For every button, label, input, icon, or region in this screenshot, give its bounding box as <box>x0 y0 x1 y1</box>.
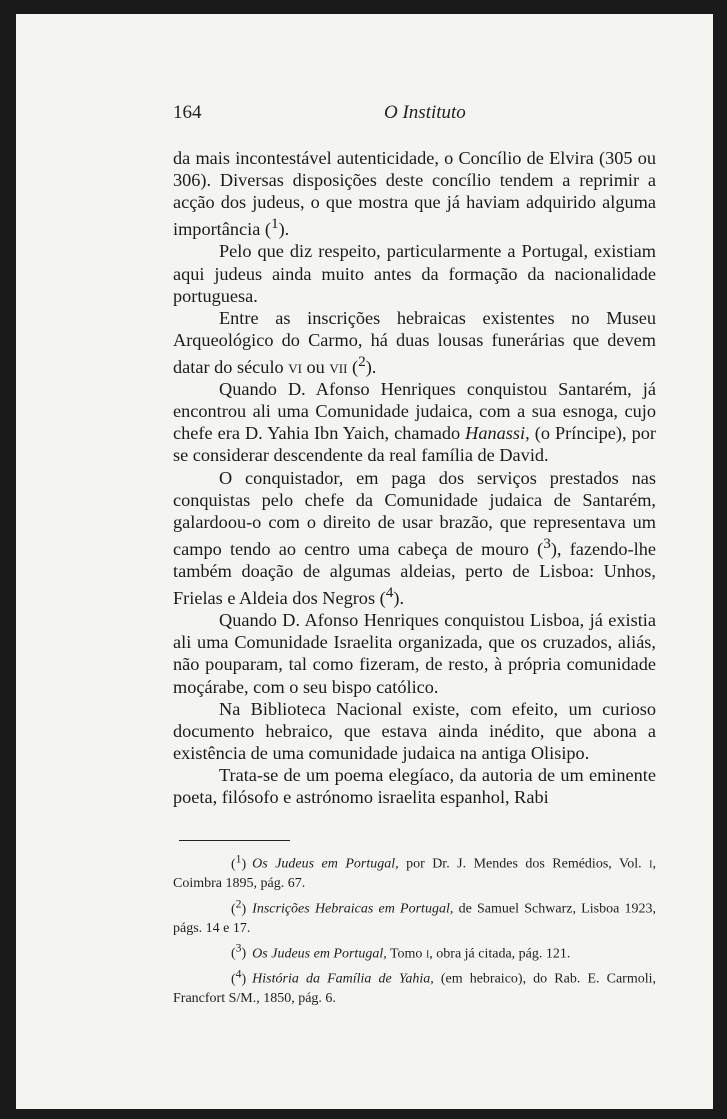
book-page <box>16 14 713 1109</box>
footnote: ($^3$) Os Judeus em Portugal, Tomo i, obra já citada, pág. 121. <box>231 941 571 962</box>
footnote-ref-1: 1 <box>270 215 279 233</box>
footnote-number: 4 <box>235 966 242 980</box>
footnote: ($^2$) Inscrições Hebraicas em Portugal, de Samuel Schwarz, Lisboa 1923, págs. 14 e 17. <box>173 896 657 937</box>
footnote-divider <box>179 840 290 841</box>
footnote-title: História da Família de Yahia, <box>252 971 434 987</box>
footnote-title: Os Judeus em Portugal, <box>252 856 399 872</box>
paragraph-1: da mais incontestável autenticidade, o Concílio de Elvira (305 ou 306). Diversas disposições deste concílio tendem a reprimir a acção dos judeus, o que mostra que já haviam adquirido alguma importância ($^1$). <box>173 148 656 240</box>
paragraph-6: Quando D. Afonso Henriques conquistou Lisboa, já existia ali uma Comunidade Israelita organizada, que os cruzados, aliás, não pouparam, tal como fizeram, de resto, à própria comunidade moçárabe, com o seu bispo católico. <box>173 610 656 697</box>
footnote-number: 1 <box>235 852 242 865</box>
paragraph-3: Entre as inscrições hebraicas existentes no Museu Arqueológico do Carmo, há duas lousas funerárias que devem datar do século vi ou vii ($^2$). <box>173 307 656 378</box>
century-numeral: vii <box>329 357 348 378</box>
footnote-ref-2: 2 <box>358 352 366 370</box>
footnote-number: 3 <box>235 941 242 955</box>
paragraph-7: Na Biblioteca Nacional existe, com efeito, um curioso documento hebraico, que estava ainda inédito, que abona a existência de uma comunidade judaica na antiga Olisipo. <box>173 698 656 763</box>
footnote-ref-3: 3 <box>543 534 551 552</box>
paragraph-8: Trata-se de um poema elegíaco, da autoria de um eminente poeta, filósofo e astrónomo israelita espanhol, Rabi <box>173 764 656 807</box>
footnote: ($^4$) História da Família de Yahia, (em hebraico), do Rab. E. Carmoli, Francfort S/M., 1850, pág. 6. <box>173 966 656 1007</box>
footnote-title: Os Judeus em Portugal, <box>252 946 387 962</box>
paragraph-2: Pelo que diz respeito, particularmente a Portugal, existiam aqui judeus ainda muito antes da formação da nacionalidade portuguesa. <box>173 241 656 306</box>
footnote-title: Inscrições Hebraicas em Portugal, <box>252 901 454 917</box>
footnote-number: 2 <box>235 896 242 910</box>
century-numeral: vi <box>288 357 302 378</box>
paragraph-5: O conquistador, em paga dos serviços prestados nas conquistas pelo chefe da Comunidade judaica de Santarém, galardoou-o com o direito de usar brazão, que representava um campo tendo ao centro uma cabeça de mouro ($^3$), fazendo-lhe também doação de algumas aldeias, perto de Lisboa: Unhos, Frielas e Aldeia dos Negros ($^4$). <box>173 467 656 609</box>
italic-term: Hanassi, <box>465 423 530 444</box>
footnote-ref-4: 4 <box>385 584 394 602</box>
paragraph-4: Quando D. Afonso Henriques conquistou Santarém, já encontrou ali uma Comunidade judaica, com a sua esnoga, cujo chefe era D. Yahia Ibn Yaich, chamado Hanassi, (o Príncipe), por se considerar descendente da real família de David. <box>173 379 656 466</box>
footnote: ($^1$) Os Judeus em Portugal, por Dr. J. Mendes dos Remédios, Vol. i, Coimbra 1895, pág. 67. <box>173 852 656 892</box>
body-text <box>173 147 656 808</box>
running-title: O Instituto <box>384 102 466 123</box>
page-number: 164 <box>173 102 202 123</box>
footnotes <box>173 849 656 1009</box>
